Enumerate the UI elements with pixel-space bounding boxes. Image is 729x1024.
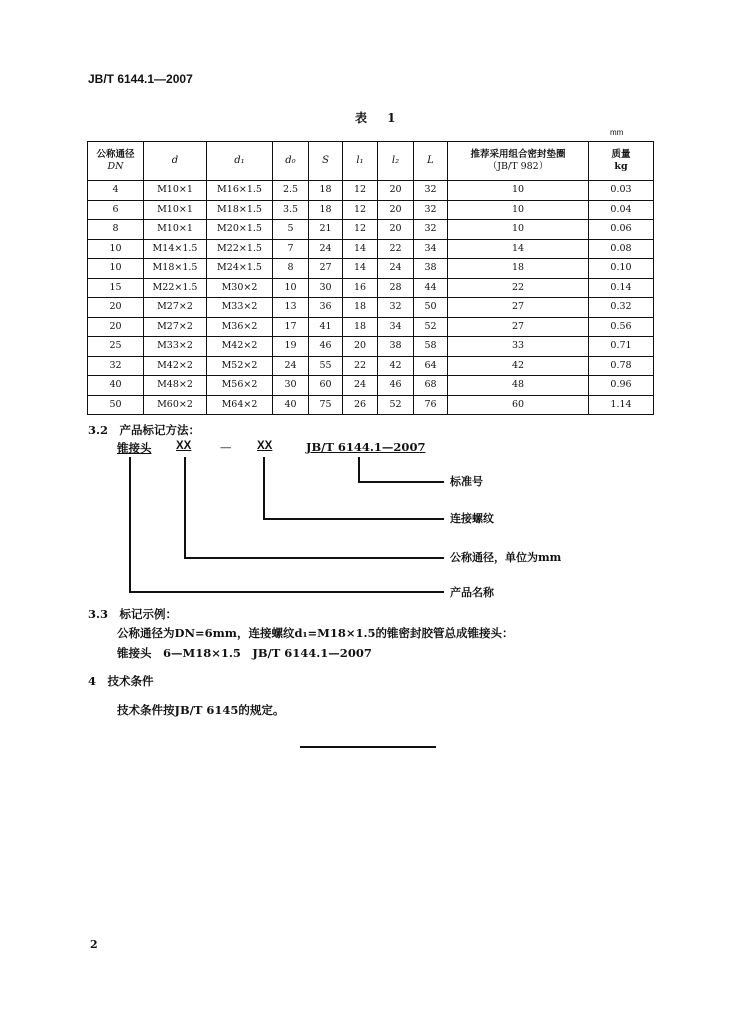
table-cell: M18×1.5 bbox=[207, 200, 273, 220]
table-cell: 0.78 bbox=[589, 356, 654, 376]
table-cell: 14 bbox=[343, 259, 378, 279]
table-cell: 30 bbox=[273, 376, 309, 396]
table-cell: 24 bbox=[343, 376, 378, 396]
table-cell: M64×2 bbox=[207, 395, 273, 415]
table-cell: 41 bbox=[309, 317, 343, 337]
header-d0: d₀ bbox=[273, 142, 309, 181]
table-cell: M18×1.5 bbox=[144, 259, 207, 279]
table-cell: 14 bbox=[343, 239, 378, 259]
leader-standard-horizontal bbox=[358, 481, 444, 483]
table-cell: M20×1.5 bbox=[207, 220, 273, 240]
table-cell: 10 bbox=[88, 259, 144, 279]
dimension-table bbox=[87, 141, 654, 415]
table-cell: 2.5 bbox=[273, 181, 309, 201]
table-cell: 38 bbox=[378, 337, 414, 357]
table-cell: 75 bbox=[309, 395, 343, 415]
label-standard-number: 标准号 bbox=[450, 475, 483, 488]
table-cell: 40 bbox=[273, 395, 309, 415]
table-cell: 68 bbox=[414, 376, 448, 396]
header-dn bbox=[88, 142, 144, 181]
table-row bbox=[88, 239, 654, 259]
table-cell: 14 bbox=[448, 239, 589, 259]
header-L: L bbox=[414, 142, 448, 181]
table-cell: M24×1.5 bbox=[207, 259, 273, 279]
table-cell: 24 bbox=[273, 356, 309, 376]
table-cell: 1.14 bbox=[589, 395, 654, 415]
table-cell: 0.03 bbox=[589, 181, 654, 201]
header-seal bbox=[448, 142, 589, 181]
table-cell: 52 bbox=[414, 317, 448, 337]
token-product-name: 锥接头 bbox=[117, 441, 152, 455]
table-row bbox=[88, 259, 654, 279]
label-product-name: 产品名称 bbox=[450, 586, 494, 599]
table-cell: 13 bbox=[273, 298, 309, 318]
page-number: 2 bbox=[90, 938, 98, 951]
header-s: S bbox=[309, 142, 343, 181]
table-cell: 18 bbox=[309, 181, 343, 201]
table-cell: 22 bbox=[448, 278, 589, 298]
table-cell: 58 bbox=[414, 337, 448, 357]
table-cell: 44 bbox=[414, 278, 448, 298]
leader-product-horizontal bbox=[129, 591, 444, 593]
table-cell: 19 bbox=[273, 337, 309, 357]
table-cell: M10×1 bbox=[144, 181, 207, 201]
table-cell: M10×1 bbox=[144, 200, 207, 220]
header-l1: l₁ bbox=[343, 142, 378, 181]
section-3-2-heading: 3.2 产品标记方法： bbox=[88, 423, 201, 437]
table-cell: M33×2 bbox=[144, 337, 207, 357]
table-cell: M52×2 bbox=[207, 356, 273, 376]
table-cell: 16 bbox=[343, 278, 378, 298]
table-row bbox=[88, 200, 654, 220]
header-mass-unit: kg bbox=[614, 161, 628, 172]
table-row bbox=[88, 278, 654, 298]
leader-thread-vertical bbox=[263, 457, 265, 519]
table-cell: 55 bbox=[309, 356, 343, 376]
table-cell: 50 bbox=[88, 395, 144, 415]
table-cell: 38 bbox=[414, 259, 448, 279]
table-body bbox=[88, 181, 654, 415]
table-cell: 26 bbox=[343, 395, 378, 415]
table-cell: 34 bbox=[414, 239, 448, 259]
leader-product-vertical bbox=[129, 457, 131, 592]
table-cell: 36 bbox=[309, 298, 343, 318]
header-seal-label: 推荐采用组合密封垫圈 bbox=[470, 149, 566, 160]
table-cell: 40 bbox=[88, 376, 144, 396]
table-cell: 15 bbox=[88, 278, 144, 298]
table-cell: 34 bbox=[378, 317, 414, 337]
table-cell: 0.96 bbox=[589, 376, 654, 396]
table-header-row bbox=[88, 142, 654, 181]
table-cell: M42×2 bbox=[144, 356, 207, 376]
table-cell: 18 bbox=[343, 317, 378, 337]
header-dn-label: 公称通径 bbox=[96, 149, 135, 160]
table-cell: 4 bbox=[88, 181, 144, 201]
leader-thread-horizontal bbox=[263, 518, 444, 520]
section-4-heading: 4 技术条件 bbox=[88, 674, 154, 688]
table-cell: 28 bbox=[378, 278, 414, 298]
table-cell: 0.71 bbox=[589, 337, 654, 357]
table-cell: 20 bbox=[343, 337, 378, 357]
leader-dn-horizontal bbox=[184, 557, 444, 559]
header-d: d bbox=[144, 142, 207, 181]
table-cell: 10 bbox=[448, 200, 589, 220]
table-cell: M36×2 bbox=[207, 317, 273, 337]
table-cell: 18 bbox=[343, 298, 378, 318]
table-cell: 10 bbox=[448, 220, 589, 240]
token-dash: — bbox=[220, 440, 232, 454]
example-marking: 锥接头 6—M18×1.5 JB/T 6144.1—2007 bbox=[117, 646, 372, 660]
table-cell: 0.32 bbox=[589, 298, 654, 318]
table-cell: 27 bbox=[309, 259, 343, 279]
table-cell: 60 bbox=[309, 376, 343, 396]
table-cell: 22 bbox=[343, 356, 378, 376]
table-cell: M33×2 bbox=[207, 298, 273, 318]
table-cell: 46 bbox=[378, 376, 414, 396]
table-cell: 22 bbox=[378, 239, 414, 259]
label-thread: 连接螺纹 bbox=[450, 512, 494, 525]
table-cell: 20 bbox=[88, 317, 144, 337]
token-thread: XX bbox=[257, 440, 273, 452]
table-cell: 0.06 bbox=[589, 220, 654, 240]
header-mass-label: 质量 bbox=[611, 149, 631, 160]
table-cell: 42 bbox=[448, 356, 589, 376]
table-cell: M16×1.5 bbox=[207, 181, 273, 201]
header-l2: l₂ bbox=[378, 142, 414, 181]
table-cell: 30 bbox=[309, 278, 343, 298]
document-header: JB/T 6144.1—2007 bbox=[88, 72, 193, 86]
table-cell: 10 bbox=[448, 181, 589, 201]
header-dn-symbol: DN bbox=[107, 161, 124, 172]
table-row bbox=[88, 317, 654, 337]
table-cell: 3.5 bbox=[273, 200, 309, 220]
table-cell: 12 bbox=[343, 220, 378, 240]
table-cell: 0.14 bbox=[589, 278, 654, 298]
table-cell: 27 bbox=[448, 317, 589, 337]
table-cell: M22×1.5 bbox=[207, 239, 273, 259]
table-cell: 32 bbox=[414, 200, 448, 220]
table-cell: 12 bbox=[343, 181, 378, 201]
table-cell: 8 bbox=[273, 259, 309, 279]
table-row bbox=[88, 298, 654, 318]
table-cell: M10×1 bbox=[144, 220, 207, 240]
table-cell: M14×1.5 bbox=[144, 239, 207, 259]
table-cell: M27×2 bbox=[144, 317, 207, 337]
section-3-3-heading: 3.3 标记示例： bbox=[88, 607, 178, 621]
table-cell: 6 bbox=[88, 200, 144, 220]
table-cell: 32 bbox=[88, 356, 144, 376]
table-cell: 33 bbox=[448, 337, 589, 357]
table-cell: 0.10 bbox=[589, 259, 654, 279]
table-cell: 0.04 bbox=[589, 200, 654, 220]
table-cell: 10 bbox=[88, 239, 144, 259]
table-cell: 27 bbox=[448, 298, 589, 318]
leader-standard-vertical bbox=[358, 457, 360, 482]
table-cell: 21 bbox=[309, 220, 343, 240]
table-cell: M48×2 bbox=[144, 376, 207, 396]
table-row bbox=[88, 181, 654, 201]
table-cell: 60 bbox=[448, 395, 589, 415]
table-cell: 76 bbox=[414, 395, 448, 415]
leader-dn-vertical bbox=[184, 457, 186, 558]
table-cell: 8 bbox=[88, 220, 144, 240]
table-row bbox=[88, 337, 654, 357]
table-cell: M27×2 bbox=[144, 298, 207, 318]
table-cell: M30×2 bbox=[207, 278, 273, 298]
table-cell: 52 bbox=[378, 395, 414, 415]
table-cell: 50 bbox=[414, 298, 448, 318]
table-cell: 25 bbox=[88, 337, 144, 357]
token-dn: XX bbox=[176, 440, 192, 452]
table-cell: 10 bbox=[273, 278, 309, 298]
table-cell: 18 bbox=[309, 200, 343, 220]
table-cell: 7 bbox=[273, 239, 309, 259]
table-cell: M42×2 bbox=[207, 337, 273, 357]
table-row bbox=[88, 356, 654, 376]
table-cell: 20 bbox=[378, 200, 414, 220]
table-cell: 20 bbox=[378, 181, 414, 201]
table-row bbox=[88, 220, 654, 240]
table-cell: 32 bbox=[378, 298, 414, 318]
table-cell: M56×2 bbox=[207, 376, 273, 396]
table-cell: 12 bbox=[343, 200, 378, 220]
header-d1: d₁ bbox=[207, 142, 273, 181]
table-cell: 24 bbox=[378, 259, 414, 279]
table-cell: 42 bbox=[378, 356, 414, 376]
table-cell: 48 bbox=[448, 376, 589, 396]
table-cell: 0.56 bbox=[589, 317, 654, 337]
header-seal-standard: （JB/T 982） bbox=[487, 161, 549, 172]
table-cell: 46 bbox=[309, 337, 343, 357]
table-cell: 32 bbox=[414, 181, 448, 201]
table-row bbox=[88, 376, 654, 396]
table-cell: 17 bbox=[273, 317, 309, 337]
table-cell: 24 bbox=[309, 239, 343, 259]
table-cell: 20 bbox=[378, 220, 414, 240]
table-cell: 64 bbox=[414, 356, 448, 376]
table-cell: 0.08 bbox=[589, 239, 654, 259]
table-cell: 20 bbox=[88, 298, 144, 318]
token-standard: JB/T 6144.1—2007 bbox=[306, 440, 426, 454]
table-cell: 18 bbox=[448, 259, 589, 279]
label-nominal-diameter: 公称通径，单位为mm bbox=[450, 551, 562, 564]
table-cell: 5 bbox=[273, 220, 309, 240]
table-cell: M60×2 bbox=[144, 395, 207, 415]
example-description: 公称通径为DN=6mm，连接螺纹d₁=M18×1.5的锥密封胶管总成锥接头： bbox=[117, 626, 514, 640]
table-row bbox=[88, 395, 654, 415]
header-mass bbox=[589, 142, 654, 181]
table-cell: M22×1.5 bbox=[144, 278, 207, 298]
table-caption: 表 1 bbox=[355, 111, 404, 125]
end-rule bbox=[300, 746, 436, 748]
section-4-text: 技术条件按JB/T 6145的规定。 bbox=[117, 703, 285, 717]
table-unit: mm bbox=[610, 128, 624, 137]
table-cell: 32 bbox=[414, 220, 448, 240]
